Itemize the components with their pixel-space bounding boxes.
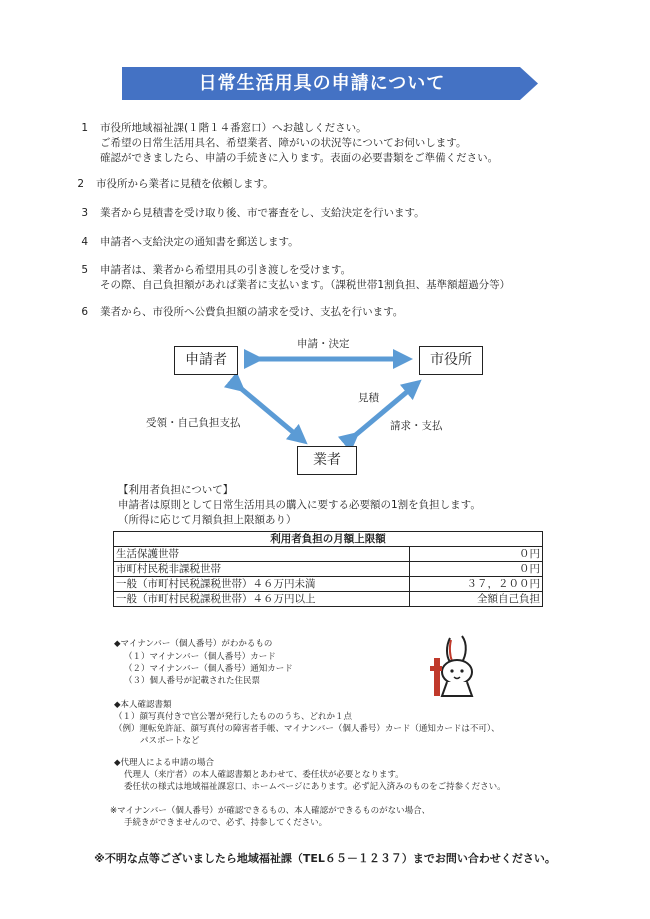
amount-cell: 全額自己負担 — [410, 592, 543, 607]
footer-contact: ※不明な点等ございましたら地域福祉課（TEL６５－１２３７）までお問い合わせください。 — [94, 852, 556, 865]
category-cell: 市町村民税非課税世帯 — [114, 562, 410, 577]
rabbit-mascot-icon — [424, 632, 494, 702]
burden-line: 申請者は原則として日常生活用具の購入に要する必要額の1割を負担します。 — [118, 499, 481, 511]
burden-line: （所得に応じて月額負担上限額あり） — [118, 514, 297, 526]
step-text: 申請者は、業者から希望用具の引き渡しを受けます。 — [100, 264, 352, 276]
note-item: 代理人（来庁者）の本人確認書類とあわせて、委任状が必要となります。 — [124, 770, 404, 780]
note-item: （２）マイナンバー（個人番号）通知カード — [124, 664, 293, 674]
page-title: 日常生活用具の申請について — [198, 73, 446, 94]
table-row — [114, 577, 543, 592]
label-billing: 請求・支払 — [390, 420, 443, 432]
proxy-heading: ◆代理人による申請の場合 — [114, 758, 215, 768]
step-number: 6 — [81, 306, 88, 318]
table-row — [114, 562, 543, 577]
node-applicant: 申請者 — [174, 346, 238, 375]
step-text: 確認ができましたら、申請の手続きに入ります。表面の必要書類をご準備ください。 — [100, 152, 499, 164]
step-number: 2 — [77, 178, 84, 190]
warning-text: ※マイナンバー（個人番号）が確認できるもの、本人確認ができるものがない場合、 — [110, 806, 431, 816]
table-header-row — [114, 532, 543, 547]
title-banner — [122, 67, 538, 100]
warning-text: 手続きができませんので、必ず、持参してください。 — [124, 818, 328, 828]
node-city: 市役所 — [419, 346, 483, 375]
step-text: 市役所から業者に見積を依頼します。 — [96, 178, 274, 190]
table-row — [114, 592, 543, 607]
label-estimate: 見積 — [358, 392, 379, 404]
label-receipt: 受領・自己負担支払 — [146, 417, 241, 429]
note-item: パスポートなど — [140, 736, 200, 746]
category-cell: 一般（市町村民税課税世帯）４６万円以上 — [114, 592, 410, 607]
step-text: 市役所地域福祉課(１階１４番窓口）へお越しください。 — [100, 122, 367, 134]
step-number: 5 — [81, 264, 88, 276]
arrow-applicant-vendor — [238, 386, 300, 438]
amount-cell: ０円 — [410, 547, 543, 562]
amount-cell: ０円 — [410, 562, 543, 577]
step-text: ご希望の日常生活用具名、希望業者、障がいの状況等についてお伺いします。 — [100, 137, 467, 149]
step-text: その際、自己負担額があれば業者に支払います。（課税世帯1割負担、基準額超過分等） — [100, 279, 511, 291]
node-vendor: 業者 — [297, 446, 357, 475]
note-item: （３）個人番号が記載された住民票 — [124, 676, 261, 686]
category-cell: 一般（市町村民税課税世帯）４６万円未満 — [114, 577, 410, 592]
note-item: （例）運転免許証、顔写真付の障害者手帳、マイナンバー（個人番号）カード（通知カードは不可）、 — [114, 724, 500, 734]
step-text: 業者から見積書を受け取り後、市で審査をし、支給決定を行います。 — [100, 207, 425, 219]
step-text: 申請者へ支給決定の通知書を郵送します。 — [100, 236, 299, 248]
limit-table — [113, 531, 543, 607]
category-cell: 生活保護世帯 — [114, 547, 410, 562]
table-header: 利用者負担の月額上限額 — [114, 532, 543, 547]
amount-cell: ３７，２００円 — [410, 577, 543, 592]
note-item: （１）マイナンバー（個人番号）カード — [124, 652, 276, 662]
label-application: 申請・決定 — [297, 338, 350, 350]
burden-section — [118, 483, 481, 528]
table-row — [114, 547, 543, 562]
id-heading: ◆本人確認書類 — [114, 700, 172, 710]
note-item: 委任状の様式は地域福祉課窓口、ホームページにあります。必ず記入済みのものをご持参ください。 — [124, 782, 506, 792]
burden-heading: 【利用者負担について】 — [118, 484, 234, 496]
note-item: （１）顔写真付きで官公署が発行したもののうち、どれか１点 — [114, 712, 353, 722]
mynumber-heading: ◆マイナンバー（個人番号）がわかるもの — [114, 639, 273, 649]
step-number: 1 — [81, 122, 88, 134]
step-number: 4 — [81, 236, 88, 248]
step-number: 3 — [81, 207, 88, 219]
step-text: 業者から、市役所へ公費負担額の請求を受け、支払を行います。 — [100, 306, 404, 318]
